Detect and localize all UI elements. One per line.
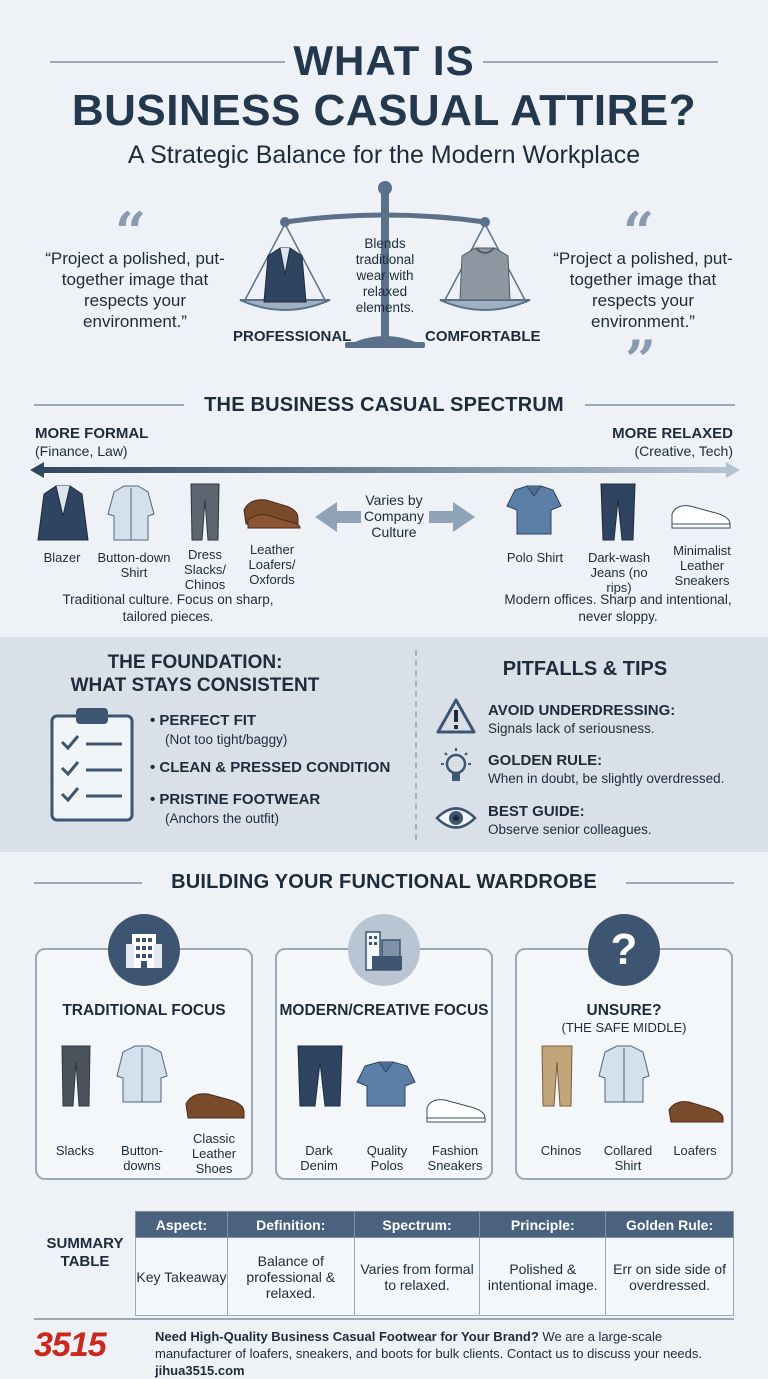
foundation-item: • CLEAN & PRESSED CONDITION (150, 759, 391, 776)
card-item: Collared Shirt (603, 1143, 653, 1173)
card-item: Chinos (540, 1143, 582, 1158)
loafers-icon (665, 1096, 727, 1126)
close-quote-icon: ” (625, 328, 657, 392)
foundation-item: • PERFECT FIT (Not too tight/baggy) (150, 712, 410, 747)
lightbulb-icon (437, 746, 475, 786)
spectrum-middle: Varies by Company Culture (364, 492, 424, 540)
foundation-item-head: PRISTINE FOOTWEAR (159, 791, 321, 808)
relaxed-item-jeans: Dark-wash Jeans (no rips) (587, 550, 651, 595)
card-title: TRADITIONAL FOCUS (62, 1002, 226, 1019)
spectrum-arrow-icon (30, 460, 740, 480)
foundation-title (60, 651, 330, 697)
table-header: Principle: (480, 1212, 606, 1238)
right-quote: “Project a polished, put-together image that respects your environment.” (553, 249, 733, 331)
wardrobe-title: BUILDING YOUR FUNCTIONAL WARDROBE (171, 871, 597, 893)
chinos-icon (539, 1044, 575, 1108)
dress-slacks-icon (188, 482, 222, 542)
summary-label: SUMMARY TABLE (46, 1235, 124, 1270)
pitfall-sub: Observe senior colleagues. (488, 822, 652, 837)
footer-rule (34, 1318, 734, 1320)
subtitle: A Strategic Balance for the Modern Workplace (127, 141, 641, 169)
formal-item-loafers: Leather Loafers/ Oxfords (248, 542, 296, 587)
pitfall-head: GOLDEN RULE: (488, 752, 603, 769)
pitfall-sub: Signals lack of seriousness. (488, 721, 655, 736)
classic-leather-shoes-icon (182, 1088, 248, 1124)
card-item: Classic Leather Shoes (191, 1131, 237, 1176)
foundation-title-line2: WHAT STAYS CONSISTENT (70, 675, 320, 696)
card-modern (275, 948, 493, 1180)
card-title: MODERN/CREATIVE FOCUS (279, 1002, 489, 1019)
card-item: Loafers (673, 1143, 717, 1158)
modern-building-icon (348, 914, 420, 986)
minimalist-sneakers-icon (668, 500, 734, 532)
card-title: UNSURE? (586, 1002, 662, 1019)
brand-logo: 3515 (34, 1326, 106, 1364)
card-traditional (35, 948, 253, 1180)
table-cell: Err on side side of overdressed. (606, 1238, 734, 1316)
dark-jeans-icon (598, 482, 638, 542)
pitfall-sub: When in doubt, be slightly overdressed. (488, 771, 725, 786)
footer-url[interactable]: jihua3515.com (155, 1363, 245, 1378)
quality-polos-icon (355, 1060, 417, 1108)
button-down-shirt-icon (106, 484, 156, 542)
pitfall-item (488, 803, 748, 837)
label-comfortable: COMFORTABLE (425, 328, 541, 345)
pitfall-item (488, 752, 758, 786)
open-quote-icon: “ (115, 200, 147, 264)
foundation-item-sub: (Not too tight/baggy) (165, 732, 288, 747)
open-quote-icon-right: “ (623, 200, 655, 264)
warning-icon (436, 698, 476, 734)
slacks-icon (59, 1044, 93, 1108)
table-cell: Varies from formal to relaxed. (354, 1238, 480, 1316)
footer-text-bold: Need High-Quality Business Casual Footwear for Your Brand? (155, 1329, 539, 1344)
card-item: Slacks (55, 1143, 95, 1158)
title-line1: WHAT IS (293, 37, 475, 84)
eye-icon (435, 803, 477, 833)
formal-item-shirt: Button-down Shirt (97, 550, 171, 580)
foundation-list (150, 712, 410, 826)
table-row (136, 1238, 734, 1316)
spectrum-title: THE BUSINESS CASUAL SPECTRUM (204, 394, 564, 416)
table-header: Golden Rule: (606, 1212, 734, 1238)
pitfall-head: AVOID UNDERDRESSING: (488, 702, 676, 719)
dark-denim-icon (295, 1044, 345, 1108)
relaxed-head: MORE RELAXED (612, 425, 733, 442)
pitfall-head: BEST GUIDE: (488, 803, 585, 820)
pitfall-item (488, 702, 748, 736)
table-header: Aspect: (136, 1212, 228, 1238)
band-divider (415, 650, 417, 840)
table-header: Spectrum: (354, 1212, 480, 1238)
balance-center-text: Blends traditional wear with relaxed elements. (355, 236, 415, 315)
left-quote: “Project a polished, put-together image that respects your environment.” (45, 249, 225, 331)
label-professional: PROFESSIONAL (233, 328, 352, 345)
title-line2: BUSINESS CASUAL ATTIRE? (71, 86, 697, 135)
card-item: Button-downs (121, 1143, 163, 1173)
fashion-sneakers-icon (423, 1094, 489, 1126)
button-downs-icon (115, 1044, 169, 1104)
relaxed-sub: (Creative, Tech) (634, 443, 733, 459)
office-building-icon (108, 914, 180, 986)
table-cell: Polished & intentional image. (480, 1238, 606, 1316)
table-cell: Balance of professional & relaxed. (227, 1238, 354, 1316)
foundation-item: • PRISTINE FOOTWEAR (Anchors the outfit) (150, 791, 410, 826)
pitfalls-title: PITFALLS & TIPS (502, 658, 668, 680)
foundation-item-sub: (Anchors the outfit) (165, 811, 280, 826)
card-item: Quality Polos (366, 1143, 408, 1173)
blazer-icon (36, 484, 90, 542)
question-mark-icon: ? (588, 914, 660, 986)
summary-table (135, 1211, 734, 1316)
card-item: Fashion Sneakers (427, 1143, 483, 1173)
foundation-item-head: PERFECT FIT (159, 712, 257, 729)
card-subtitle: (THE SAFE MIDDLE) (561, 1020, 687, 1035)
formal-item-slacks: Dress Slacks/ Chinos (184, 547, 226, 592)
relaxed-item-sneakers: Minimalist Leather Sneakers (673, 543, 731, 588)
formal-item-blazer: Blazer (43, 550, 81, 565)
foundation-title-line1: THE FOUNDATION: (107, 652, 283, 673)
table-cell: Key Takeaway (136, 1238, 228, 1316)
formal-sub: (Finance, Law) (35, 443, 128, 459)
footer-text (155, 1328, 740, 1379)
leather-loafers-icon (240, 492, 302, 532)
polo-shirt-icon (505, 484, 563, 536)
table-header: Definition: (227, 1212, 354, 1238)
card-item: Dark Denim (300, 1143, 338, 1173)
card-unsure (515, 925, 733, 1180)
relaxed-item-polo: Polo Shirt (506, 550, 564, 565)
table-header-row (136, 1212, 734, 1238)
foundation-item-head: CLEAN & PRESSED CONDITION (159, 759, 391, 776)
checklist-clipboard-icon (48, 704, 136, 822)
footer-text-body: We are a large-scale manufacturer of loafers, sneakers, and boots for bulk clients. Contact us to discuss your needs. (155, 1329, 703, 1361)
formal-head: MORE FORMAL (35, 425, 149, 442)
formal-note: Traditional culture. Focus on sharp, tailored pieces. (62, 592, 274, 624)
collared-shirt-icon (597, 1044, 651, 1104)
relaxed-note: Modern offices. Sharp and intentional, never sloppy. (504, 592, 732, 624)
